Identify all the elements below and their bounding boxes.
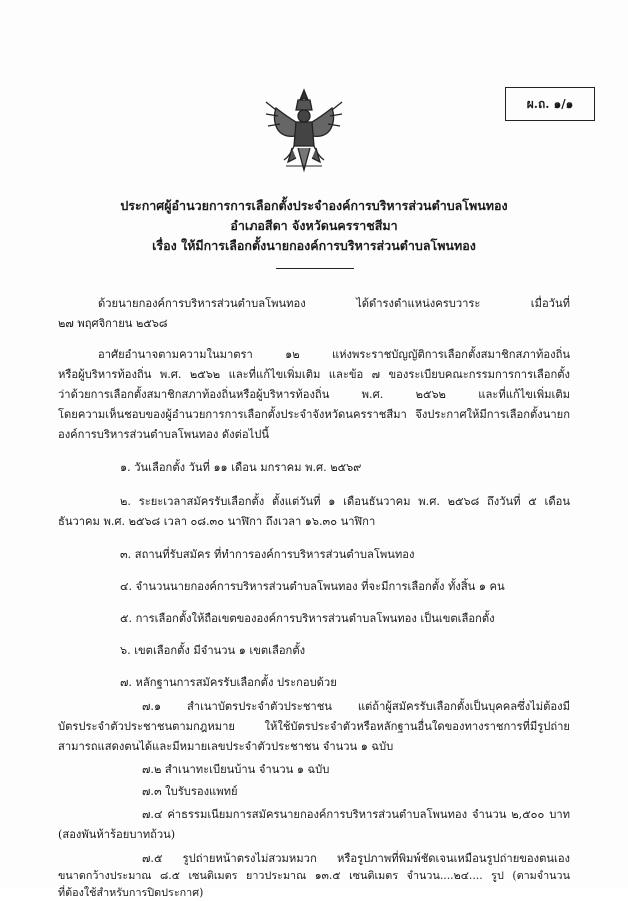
item-election-area: ๕. การเลือกตั้งให้ถือเขตขององค์การบริหารส่วนตำบลโพนทอง เป็นเขตเลือกตั้ง: [120, 612, 495, 625]
intro-paragraph-2-line2: หรือผู้บริหารท้องถิ่น พ.ศ. ๒๕๖๒ และที่แก้ไขเพิ่มเติม และข้อ ๗ ของระเบียบคณะกรรมการการเลือกตั้ง: [58, 368, 570, 381]
item-application-period-cont: ธันวาคม พ.ศ. ๒๕๖๘ เวลา ๐๘.๓๐ นาฬิกา ถึงเวลา ๑๖.๓๐ นาฬิกา: [58, 515, 376, 528]
doc-photographs-line2: ขนาดกว้างประมาณ ๘.๕ เซนติเมตร ยาวประมาณ ๑๓.๕ เซนติเมตร จำนวน....๒๔.... รูป (ตามจำนวน: [58, 869, 570, 882]
intro-paragraph-2-line3: ว่าด้วยการเลือกตั้งสมาชิกสภาท้องถิ่นหรือผู้บริหารท้องถิ่น พ.ศ. ๒๕๖๒ และที่แก้ไขเพิ่มเติม: [58, 388, 570, 401]
doc-id-card-line3: สามารถแสดงตนได้และมีหมายเลขประจำตัวประชาชน จำนวน ๑ ฉบับ: [58, 740, 394, 753]
item-number-of-seats: ๔. จำนวนนายกองค์การบริหารส่วนตำบลโพนทอง ที่จะมีการเลือกตั้ง ทั้งสิ้น ๑ คน: [120, 580, 505, 593]
doc-application-fee-words: (สองพันห้าร้อยบาทถ้วน): [58, 828, 176, 841]
item-application-place: ๓. สถานที่รับสมัคร ที่ทำการองค์การบริหารส่วนตำบลโพนทอง: [120, 548, 415, 561]
intro-paragraph-1-cont: ๒๗ พฤศจิกายน ๒๕๖๘: [58, 317, 168, 330]
intro-paragraph-2-line4: โดยความเห็นชอบของผู้อำนวยการการเลือกตั้งประจำจังหวัดนครราชสีมา จึงประกาศให้มีการเลือกตั้งนายก: [58, 408, 570, 421]
item-election-date: ๑. วันเลือกตั้ง วันที่ ๑๑ เดือน มกราคม พ.ศ. ๒๕๖๙: [120, 461, 362, 474]
doc-application-fee: ๗.๔ ค่าธรรมเนียมการสมัครนายกองค์การบริหารส่วนตำบลโพนทอง จำนวน ๒,๕๐๐ บาท: [142, 808, 570, 821]
intro-paragraph-1: ด้วยนายกองค์การบริหารส่วนตำบลโพนทอง ได้ดำรงตำแหน่งครบวาระ เมื่อวันที่: [98, 297, 570, 310]
item-application-period: ๒. ระยะเวลาสมัครรับเลือกตั้ง ตั้งแต่วันที่ ๑ เดือนธันวาคม พ.ศ. ๒๕๖๘ ถึงวันที่ ๕ เดือน: [120, 495, 570, 508]
intro-paragraph-2: อาศัยอำนาจตามความในมาตรา ๑๒ แห่งพระราชบัญญัติการเลือกตั้งสมาชิกสภาท้องถิ่น: [98, 348, 570, 361]
subject-line: เรื่อง ให้มีการเลือกตั้งนายกองค์การบริหารส่วนตำบลโพนทอง: [152, 238, 476, 253]
doc-id-card-line2: บัตรประจำตัวประชาชนตามกฎหมาย ให้ใช้บัตรประจำตัวหรือหลักฐานอื่นใดของทางราชการที่มีรูปถ่าย: [58, 720, 570, 733]
district-province: อำเภอสีดา จังหวัดนครราชสีมา: [230, 218, 398, 233]
garuda-emblem-icon: [262, 86, 346, 174]
doc-photographs-line3: ที่ต้องใช้สำหรับการปิดประกาศ): [58, 886, 204, 899]
form-code-box: [505, 87, 595, 121]
item-constituencies: ๖. เขตเลือกตั้ง มีจำนวน ๑ เขตเลือกตั้ง: [120, 644, 306, 657]
title-divider: [276, 268, 354, 269]
form-code: ผ.ถ. ๑/๑: [526, 96, 574, 111]
intro-paragraph-2-line5: องค์การบริหารส่วนตำบลโพนทอง ดังต่อไปนี้: [58, 428, 270, 441]
doc-id-card: ๗.๑ สำเนาบัตรประจำตัวประชาชน แต่ถ้าผู้สมัครรับเลือกตั้งเป็นบุคคลซึ่งไม่ต้องมี: [142, 700, 570, 713]
doc-house-registration: ๗.๒ สำเนาทะเบียนบ้าน จำนวน ๑ ฉบับ: [142, 763, 330, 776]
doc-medical-certificate: ๗.๓ ใบรับรองแพทย์: [142, 785, 238, 798]
item-required-documents: ๗. หลักฐานการสมัครรับเลือกตั้ง ประกอบด้วย: [120, 676, 337, 689]
doc-photographs: ๗.๕ รูปถ่ายหน้าตรงไม่สวมหมวก หรือรูปภาพที่พิมพ์ชัดเจนเหมือนรูปถ่ายของตนเอง: [142, 852, 570, 865]
announcement-title: ประกาศผู้อำนวยการการเลือกตั้งประจำองค์การบริหารส่วนตำบลโพนทอง: [120, 198, 508, 213]
